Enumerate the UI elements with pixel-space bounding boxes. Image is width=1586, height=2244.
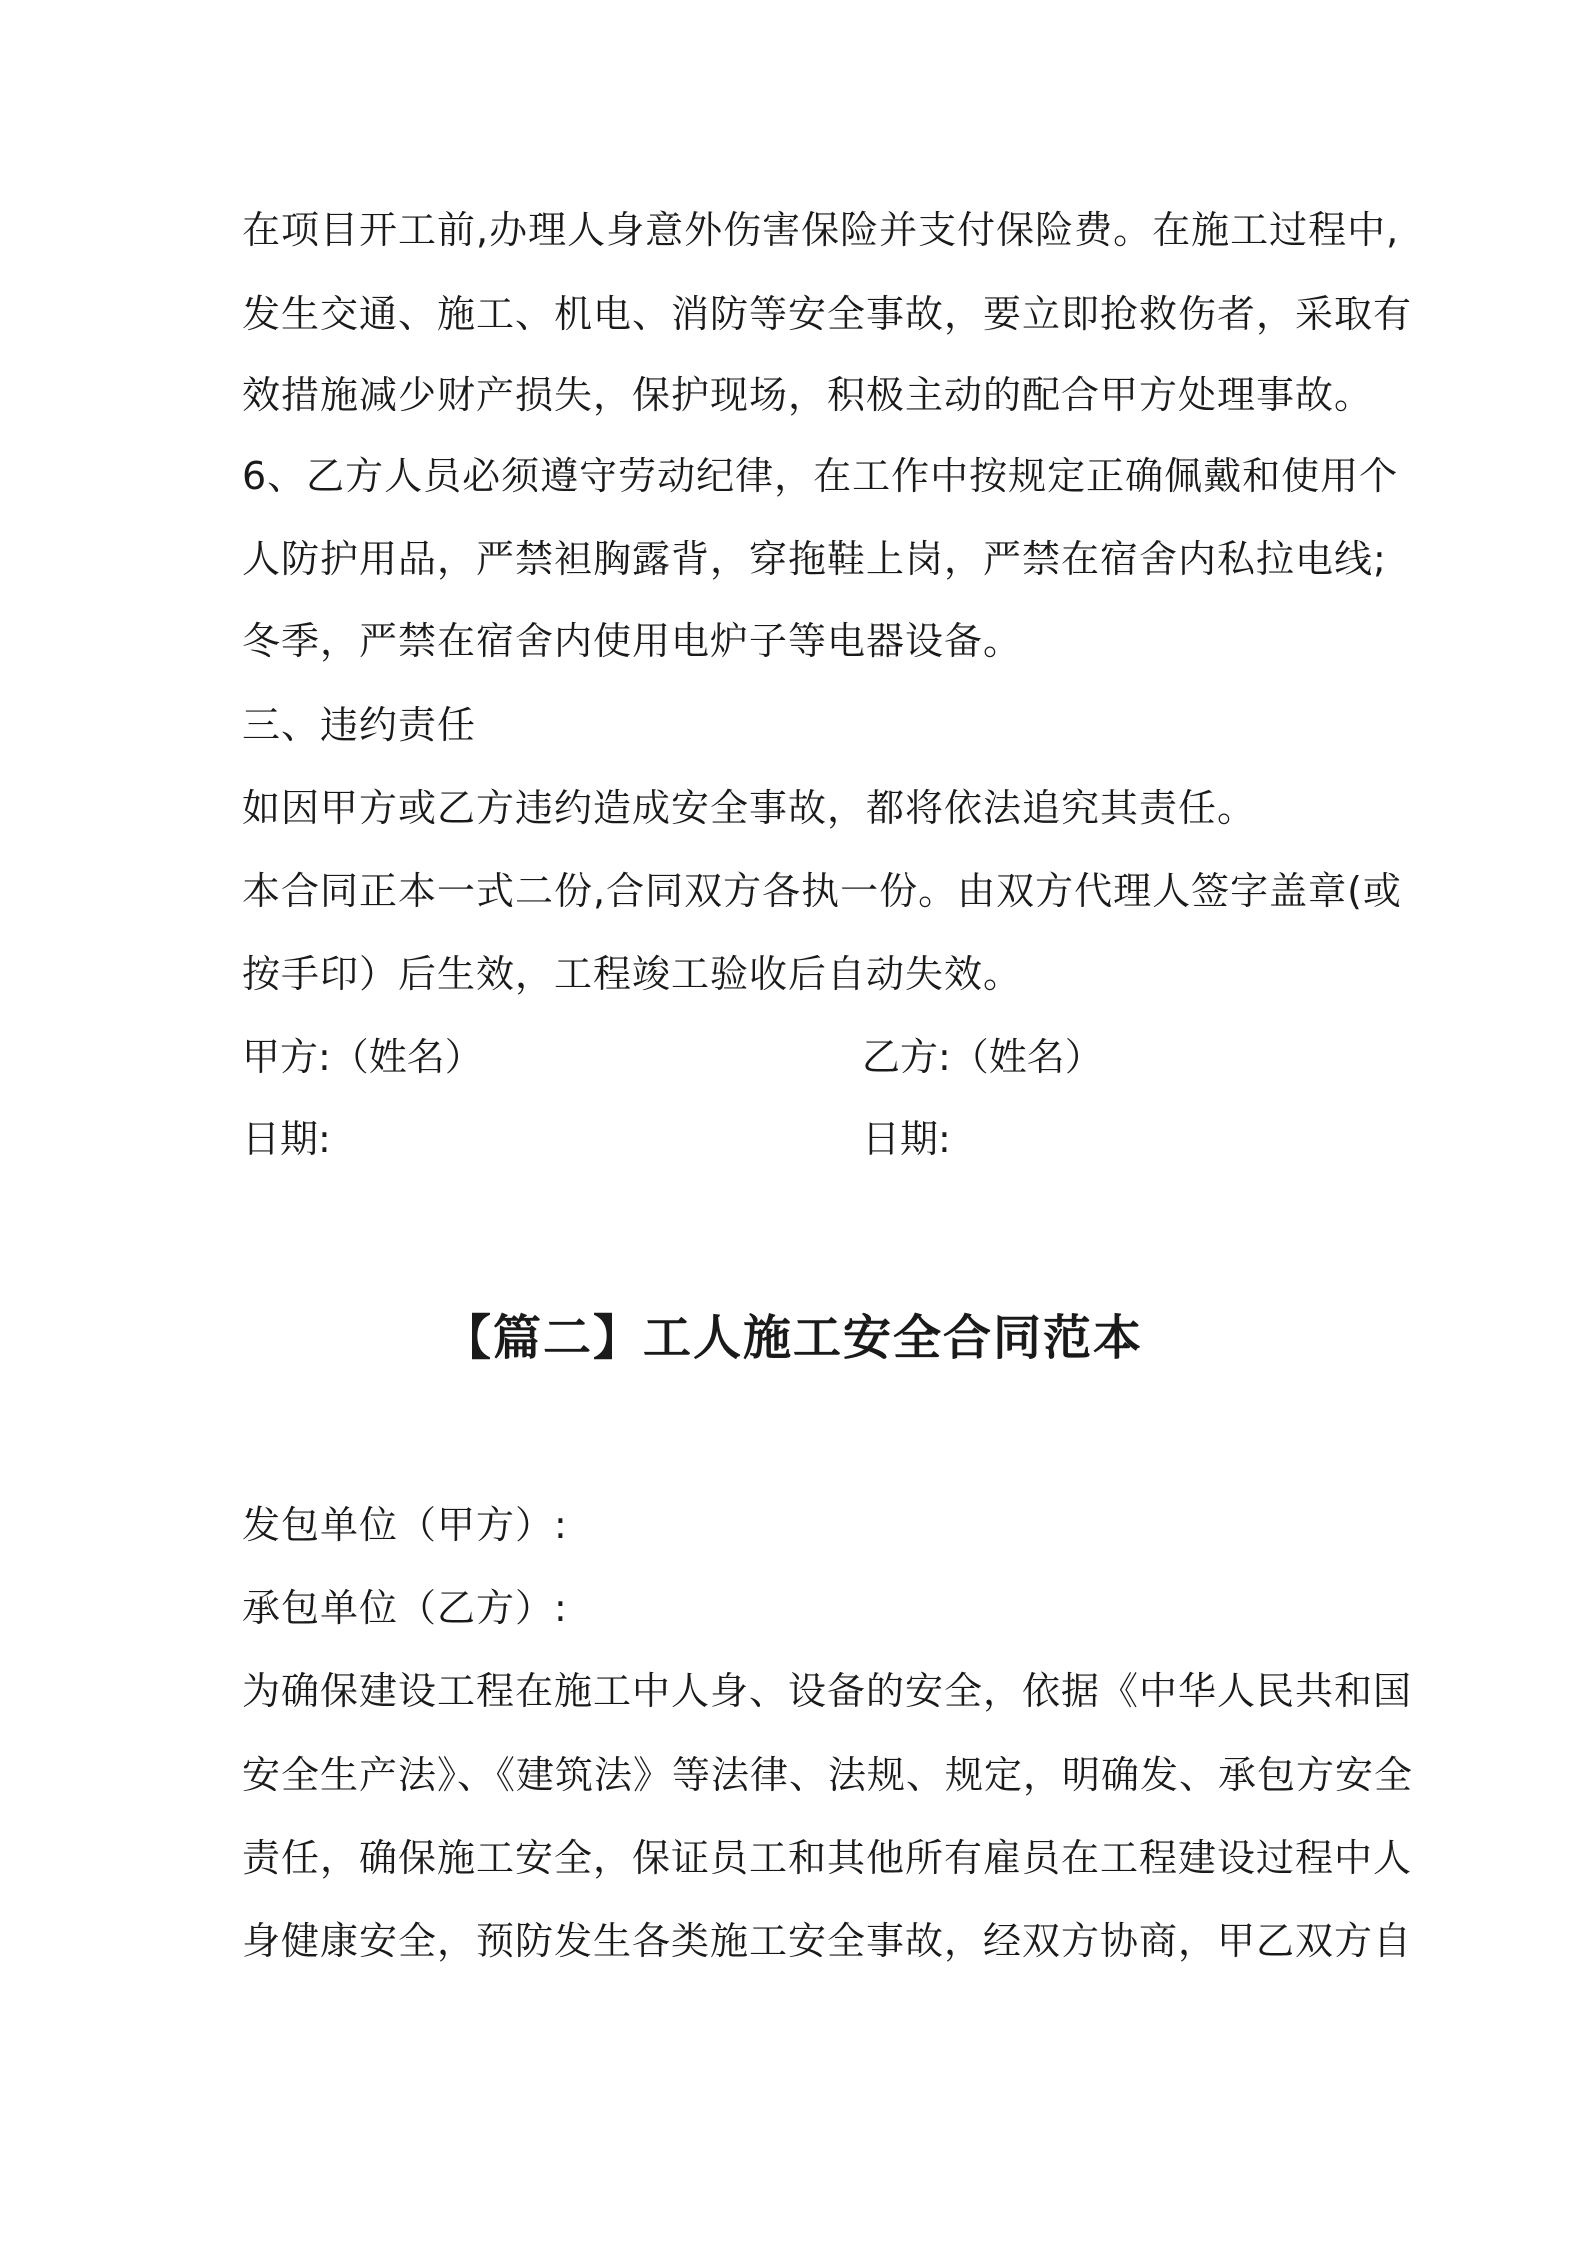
party-b-date-label: 日期:: [862, 1117, 951, 1161]
body-line: 发生交通、施工、机电、消防等安全事故，要立即抢救伤者，采取有: [242, 292, 1413, 336]
party-a-name-label: 甲方:（姓名）: [242, 1035, 483, 1079]
contractor-label: 承包单位（乙方）:: [242, 1586, 568, 1630]
body-line: 按手印）后生效，工程竣工验收后自动失效。: [242, 952, 1023, 996]
section-heading: 三、违约责任: [242, 703, 477, 747]
section-title: 【篇二】工人施工安全合同范本: [442, 1310, 1143, 1366]
body-line: 身健康安全，预防发生各类施工安全事故，经双方协商，甲乙双方自: [242, 1919, 1413, 1963]
body-line: 6、乙方人员必须遵守劳动纪律，在工作中按规定正确佩戴和使用个: [242, 454, 1399, 498]
body-line: 冬季，严禁在宿舍内使用电炉子等电器设备。: [242, 619, 1023, 663]
body-line: 本合同正本一式二份,合同双方各执一份。由双方代理人签字盖章(或: [242, 869, 1402, 913]
body-line: 效措施减少财产损失，保护现场，积极主动的配合甲方处理事故。: [242, 373, 1374, 417]
body-line: 人防护用品，严禁袒胸露背，穿拖鞋上岗，严禁在宿舍内私拉电线;: [242, 537, 1387, 581]
party-a-date-label: 日期:: [242, 1117, 331, 1161]
employer-label: 发包单位（甲方）:: [242, 1503, 568, 1547]
party-b-name-label: 乙方:（姓名）: [862, 1035, 1103, 1079]
body-line: 安全生产法》、《建筑法》等法律、法规、规定，明确发、承包方安全: [242, 1753, 1414, 1797]
body-line: 在项目开工前,办理人身意外伤害保险并支付保险费。在施工过程中,: [242, 208, 1400, 252]
body-line: 为确保建设工程在施工中人身、设备的安全，依据《中华人民共和国: [242, 1669, 1413, 1713]
body-line: 责任，确保施工安全，保证员工和其他所有雇员在工程建设过程中人: [242, 1836, 1413, 1880]
body-line: 如因甲方或乙方违约造成安全事故，都将依法追究其责任。: [242, 786, 1257, 830]
